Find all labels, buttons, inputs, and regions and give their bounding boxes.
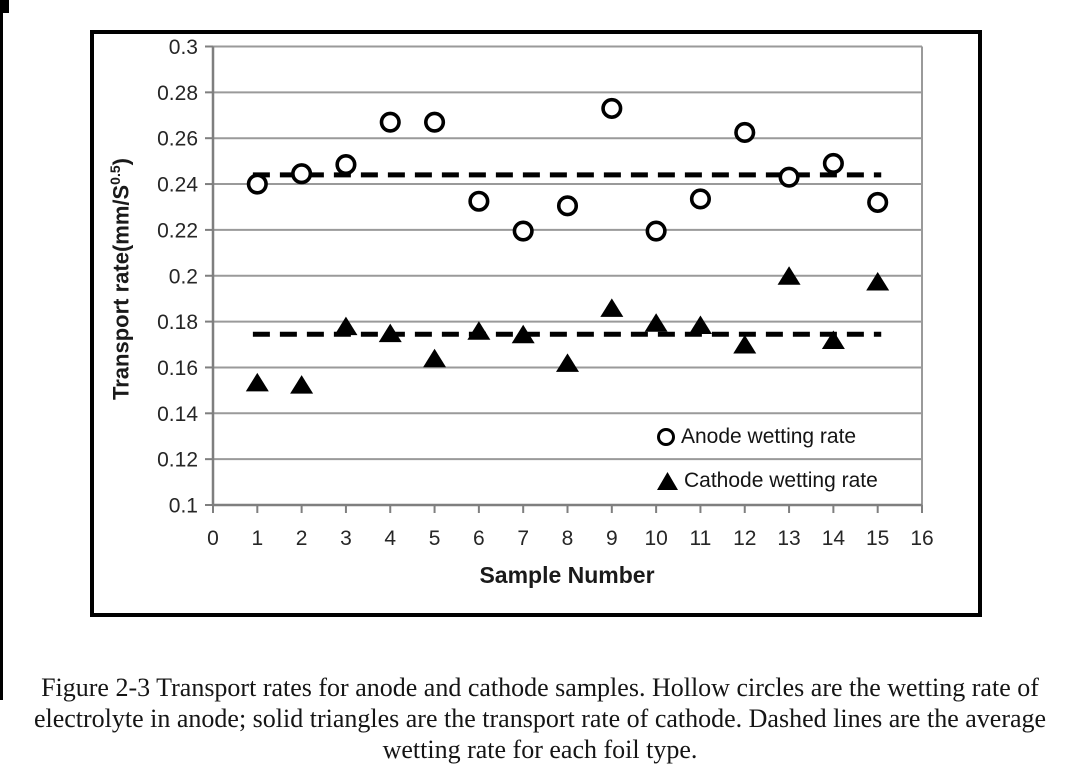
x-tick-label: 9 xyxy=(605,527,618,550)
anode-point xyxy=(382,113,400,131)
y-axis-title-close: ) xyxy=(108,158,134,166)
y-tick-label: 0.1 xyxy=(168,494,198,518)
y-axis-title-superscript: 0.5 xyxy=(107,165,123,185)
x-tick-label: 13 xyxy=(777,527,801,550)
anode-point xyxy=(692,190,710,208)
anode-point xyxy=(426,113,444,131)
legend-item-cathode xyxy=(657,466,878,496)
cathode-point xyxy=(290,375,313,394)
x-tick-label: 5 xyxy=(428,527,441,550)
anode-point xyxy=(647,222,665,240)
y-axis-title xyxy=(107,149,139,409)
anode-point xyxy=(825,155,843,173)
legend xyxy=(657,422,878,510)
figure-caption-line-1: Figure 2-3 Transport rates for anode and cathode samples. Hollow circles are the wetting rate of xyxy=(41,673,1039,702)
figure-caption-line-3: wetting rate for each foil type. xyxy=(382,735,698,764)
anode-point xyxy=(603,100,621,118)
x-tick-label: 10 xyxy=(644,527,668,550)
x-tick-label: 8 xyxy=(561,527,574,550)
x-tick-label: 12 xyxy=(733,527,757,550)
anode-point xyxy=(514,222,532,240)
x-tick-label: 2 xyxy=(295,527,308,550)
anode-point xyxy=(869,194,887,212)
y-tick-label: 0.14 xyxy=(157,402,198,426)
cathode-point xyxy=(556,353,579,372)
x-axis-title: Sample Number xyxy=(479,562,655,588)
scan-border-left xyxy=(0,0,3,700)
anode-point xyxy=(337,156,355,174)
x-tick-label: 6 xyxy=(473,527,485,550)
cathode-point xyxy=(600,298,623,317)
x-tick-label: 4 xyxy=(384,527,397,550)
x-tick-label: 16 xyxy=(910,527,934,550)
y-tick-label: 0.3 xyxy=(168,36,198,59)
x-tick-label: 1 xyxy=(251,527,264,550)
y-axis-title-text: Transport rate(mm/S xyxy=(108,184,134,400)
x-tick-label: 11 xyxy=(689,527,712,550)
figure-caption-line-2: electrolyte in anode; solid triangles are the transport rate of cathode. Dashed lines are the average xyxy=(33,704,1047,733)
chart-frame xyxy=(90,30,982,617)
cathode-point xyxy=(733,335,756,354)
hollow-circle-marker-icon xyxy=(657,428,675,446)
x-tick-label: 3 xyxy=(340,527,352,550)
scan-border-top-stub xyxy=(0,0,9,13)
x-tick-label: 7 xyxy=(517,527,530,550)
figure-caption xyxy=(0,672,1080,765)
x-tick-label: 0 xyxy=(207,527,219,550)
y-tick-label: 0.24 xyxy=(157,173,198,197)
cathode-point xyxy=(246,373,269,392)
cathode-point xyxy=(334,317,357,336)
cathode-point xyxy=(467,321,490,340)
legend-item-anode xyxy=(657,422,878,452)
anode-point xyxy=(293,165,311,183)
cathode-point xyxy=(423,349,446,368)
x-tick-label: 14 xyxy=(821,527,846,550)
y-tick-label: 0.28 xyxy=(157,81,198,105)
anode-point xyxy=(736,124,754,142)
y-tick-label: 0.16 xyxy=(157,356,198,380)
legend-label-cathode: Cathode wetting rate xyxy=(684,469,878,492)
y-tick-label: 0.22 xyxy=(157,219,198,243)
anode-point xyxy=(470,192,488,210)
cathode-point xyxy=(689,316,712,335)
anode-point xyxy=(559,197,577,215)
y-tick-label: 0.18 xyxy=(157,311,198,335)
anode-point xyxy=(780,168,798,186)
anode-point xyxy=(249,175,267,193)
y-tick-label: 0.26 xyxy=(157,127,198,151)
scatter-plot xyxy=(94,34,978,613)
x-tick-label: 15 xyxy=(866,527,890,550)
y-tick-label: 0.2 xyxy=(168,265,198,289)
solid-triangle-marker-icon xyxy=(657,472,678,490)
legend-label-anode: Anode wetting rate xyxy=(681,425,857,448)
y-tick-label: 0.12 xyxy=(157,448,198,472)
